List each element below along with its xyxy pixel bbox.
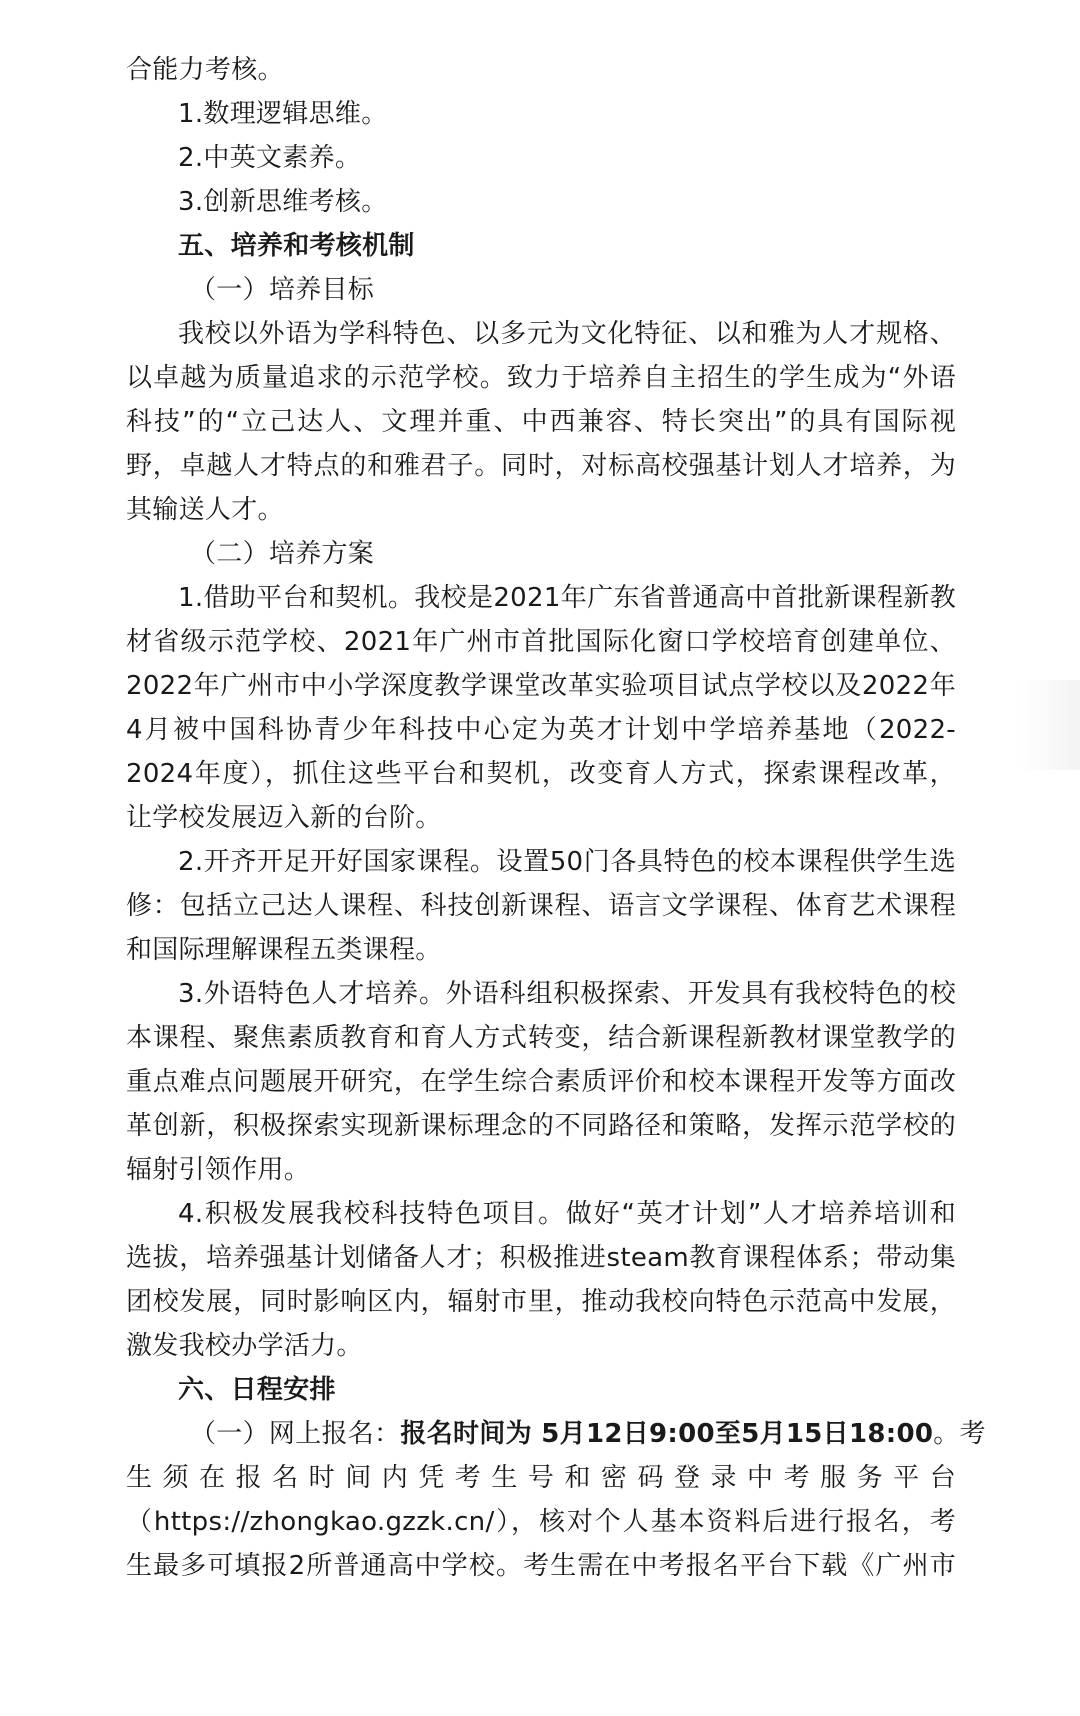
paragraph-line: 生最多可填报2所普通高中学校。考生需在中考报名平台下载《广州市 <box>126 1551 956 1581</box>
paragraph-line: 激发我校办学活力。 <box>126 1331 363 1361</box>
registration-line <box>190 1416 986 1452</box>
paragraph-line: 和国际理解课程五类课程。 <box>126 935 442 965</box>
paragraph-line: 我校以外语为学科特色、以多元为文化特征、以和雅为人才规格、 <box>178 319 956 349</box>
paragraph-line: 生须在报名时间内凭考生号和密码登录中考服务平台 <box>126 1463 956 1493</box>
paragraph-line: 2024年度），抓住这些平台和契机，改变育人方式，探索课程改革， <box>126 759 956 789</box>
paragraph-line: 其输送人才。 <box>126 495 284 525</box>
paragraph-line: 让学校发展迈入新的台阶。 <box>126 803 442 833</box>
paragraph-line: 4月被中国科协青少年科技中心定为英才计划中学培养基地（2022- <box>126 715 956 745</box>
paragraph-line: 重点难点问题展开研究，在学生综合素质评价和校本课程开发等方面改 <box>126 1067 956 1097</box>
paragraph-line: 以卓越为质量追求的示范学校。致力于培养自主招生的学生成为“外语 <box>126 363 956 393</box>
registration-time: 报名时间为 5月12日9:00至5月15日18:00 <box>400 1419 934 1449</box>
text-line: 合能力考核。 <box>126 55 284 85</box>
section-heading: 五、培养和考核机制 <box>178 231 415 261</box>
list-item: 3.创新思维考核。 <box>178 187 388 217</box>
paragraph-line: 团校发展，同时影响区内，辐射市里，推动我校向特色示范高中发展， <box>126 1287 956 1317</box>
registration-tail: 。考 <box>933 1419 986 1449</box>
subsection-heading: （二）培养方案 <box>190 539 375 569</box>
paragraph-line: 2022年广州市中小学深度教学课堂改革实验项目试点学校以及2022年 <box>126 671 956 701</box>
paragraph-line: 本课程、聚焦素质教育和育人方式转变，结合新课程新教材课堂教学的 <box>126 1023 956 1053</box>
registration-label: （一）网上报名： <box>190 1419 401 1449</box>
paragraph-line: 材省级示范学校、2021年广州市首批国际化窗口学校培育创建单位、 <box>126 627 956 657</box>
photo-glare <box>1020 680 1080 770</box>
paragraph-line: 3.外语特色人才培养。外语科组积极探索、开发具有我校特色的校 <box>178 979 956 1009</box>
paragraph-line: 1.借助平台和契机。我校是2021年广东省普通高中首批新课程新教 <box>178 583 956 613</box>
list-item: 1.数理逻辑思维。 <box>178 99 388 129</box>
paragraph-line: 2.开齐开足开好国家课程。设置50门各具特色的校本课程供学生选 <box>178 847 956 877</box>
paragraph-line: 野，卓越人才特点的和雅君子。同时，对标高校强基计划人才培养，为 <box>126 451 956 481</box>
paragraph-line: 辐射引领作用。 <box>126 1155 311 1185</box>
subsection-heading: （一）培养目标 <box>190 275 375 305</box>
list-item: 2.中英文素养。 <box>178 143 362 173</box>
section-heading: 六、日程安排 <box>178 1375 336 1405</box>
paragraph-line: 4.积极发展我校科技特色项目。做好“英才计划”人才培养培训和 <box>178 1199 956 1229</box>
paragraph-line: 革创新，积极探索实现新课标理念的不同路径和策略，发挥示范学校的 <box>126 1111 956 1141</box>
paragraph-line: 修：包括立己达人课程、科技创新课程、语言文学课程、体育艺术课程 <box>126 891 956 921</box>
paragraph-line: 选拔，培养强基计划储备人才；积极推进steam教育课程体系；带动集 <box>126 1243 956 1273</box>
paragraph-line: 科技”的“立己达人、文理并重、中西兼容、特长突出”的具有国际视 <box>126 407 956 437</box>
paragraph-line: （https://zhongkao.gzzk.cn/），核对个人基本资料后进行报名，考 <box>126 1507 956 1537</box>
